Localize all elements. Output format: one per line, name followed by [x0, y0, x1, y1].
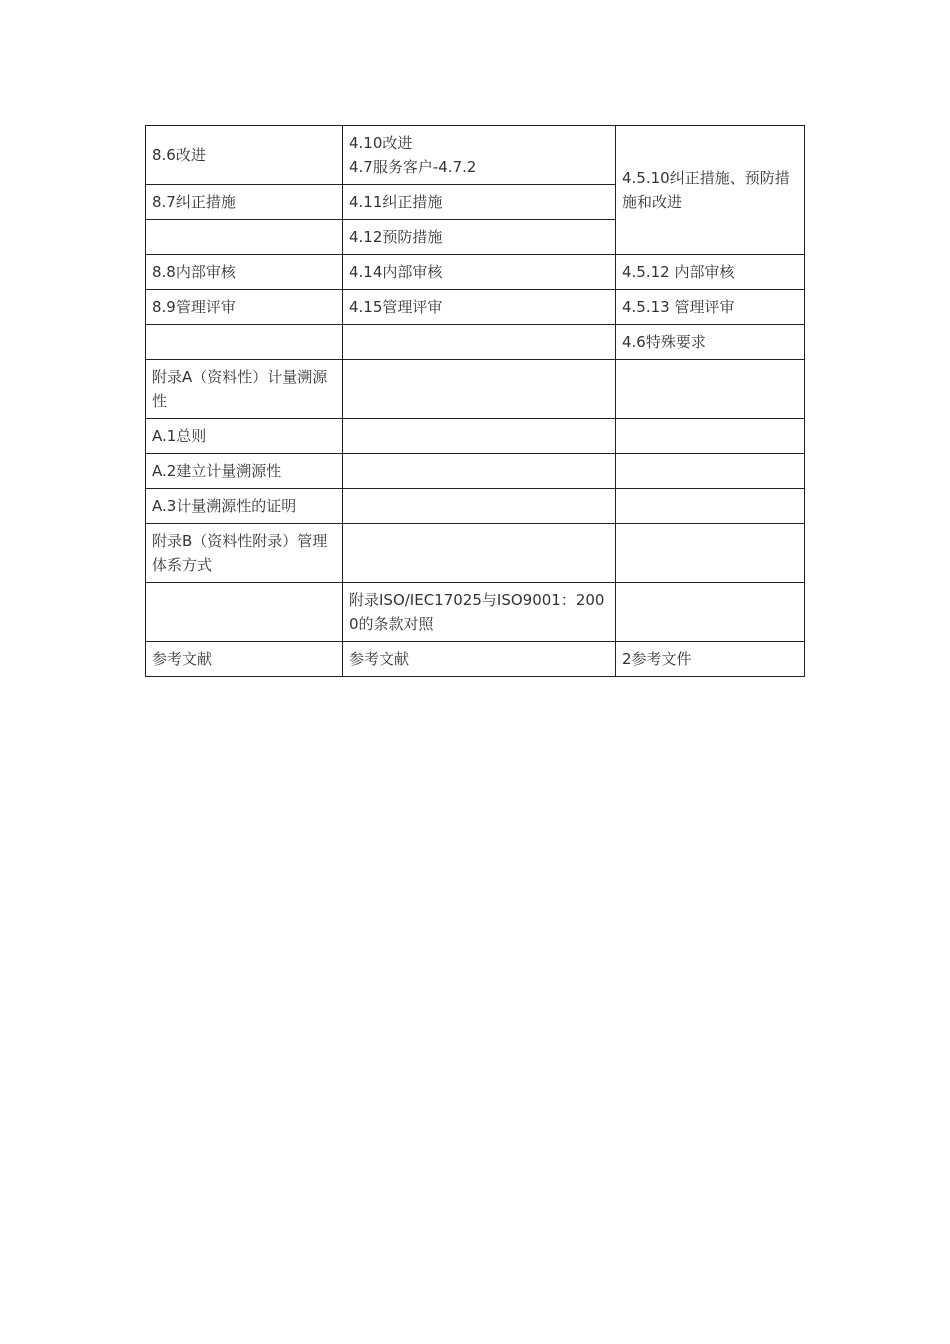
table-cell: [146, 220, 343, 255]
table-cell: [343, 360, 616, 419]
table-row: [146, 325, 805, 360]
table-row: [146, 255, 805, 290]
table-cell: 附录ISO/IEC17025与ISO9001：2000的条款对照: [343, 583, 616, 642]
table-cell: 4.5.12 内部审核: [616, 255, 805, 290]
table-cell: [616, 360, 805, 419]
table-row: [146, 360, 805, 419]
table-cell: [616, 419, 805, 454]
table-cell: [616, 489, 805, 524]
table-cell: [343, 489, 616, 524]
table-cell: [616, 583, 805, 642]
table-cell: 4.12预防措施: [343, 220, 616, 255]
cell-line: 4.7服务客户-4.7.2: [349, 158, 477, 176]
table-cell: 8.8内部审核: [146, 255, 343, 290]
table-cell: 4.5.13 管理评审: [616, 290, 805, 325]
table-cell: [343, 454, 616, 489]
table-cell-merged: 4.5.10纠正措施、预防措施和改进: [616, 126, 805, 255]
table-row: [146, 454, 805, 489]
table-cell: 4.15管理评审: [343, 290, 616, 325]
table-row: [146, 489, 805, 524]
table-cell: 参考文献: [343, 642, 616, 677]
table-cell: [343, 524, 616, 583]
table-cell: A.1总则: [146, 419, 343, 454]
table-cell: 8.7纠正措施: [146, 185, 343, 220]
table-row: [146, 642, 805, 677]
table-row: [146, 524, 805, 583]
cell-line: 4.10改进: [349, 134, 413, 152]
table-cell: [343, 325, 616, 360]
clause-comparison-table: [145, 125, 805, 677]
table-cell: 4.6特殊要求: [616, 325, 805, 360]
table-row: [146, 126, 805, 185]
table-cell: [343, 419, 616, 454]
table-cell: 4.11纠正措施: [343, 185, 616, 220]
table-cell: 4.14内部审核: [343, 255, 616, 290]
table-cell: 参考文献: [146, 642, 343, 677]
table-row: [146, 583, 805, 642]
table-row: [146, 419, 805, 454]
table-cell: 附录A（资料性）计量溯源性: [146, 360, 343, 419]
table-cell: [616, 524, 805, 583]
table-cell: [146, 583, 343, 642]
table-cell: A.3计量溯源性的证明: [146, 489, 343, 524]
table-cell: 8.6改进: [146, 126, 343, 185]
table-cell: [343, 126, 616, 185]
table-cell: 附录B（资料性附录）管理体系方式: [146, 524, 343, 583]
table-cell: 2参考文件: [616, 642, 805, 677]
table-cell: [146, 325, 343, 360]
table-cell: 8.9管理评审: [146, 290, 343, 325]
table-row: [146, 290, 805, 325]
table-cell: A.2建立计量溯源性: [146, 454, 343, 489]
table-cell: [616, 454, 805, 489]
